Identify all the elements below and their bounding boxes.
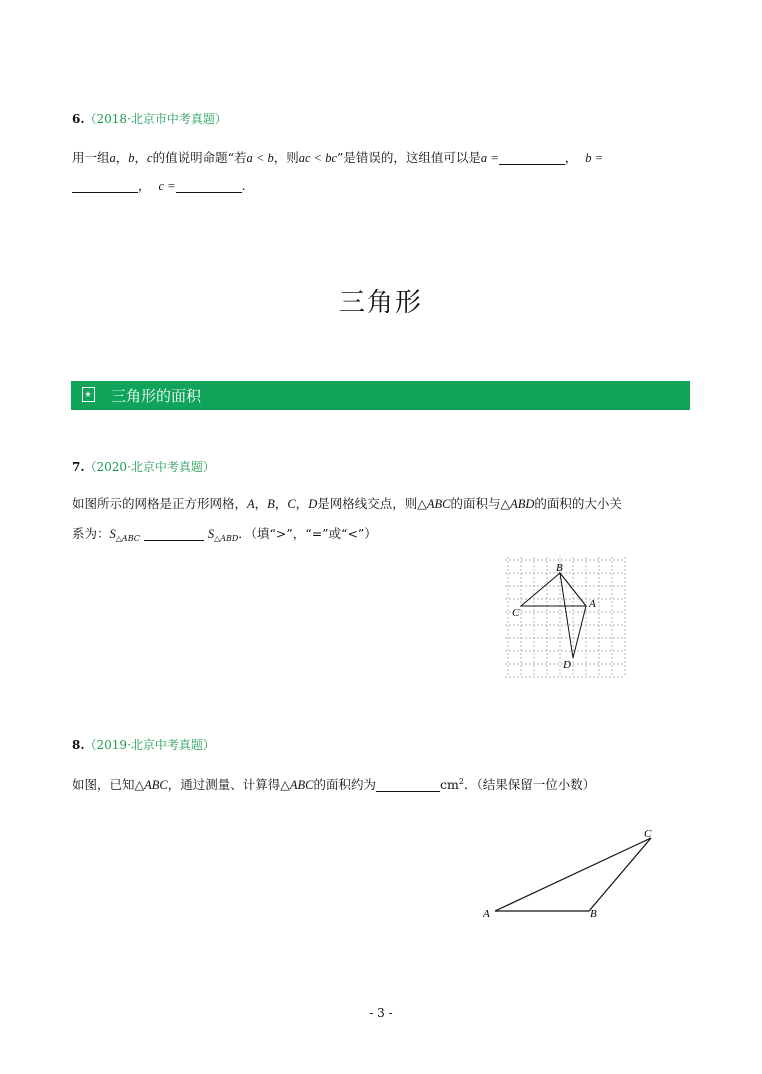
math-var: a <box>109 151 116 165</box>
punct: . <box>241 178 246 193</box>
answer-blank-a[interactable] <box>499 150 565 165</box>
q7-line-1 <box>72 494 622 514</box>
q7-text: 系为： <box>72 526 110 541</box>
label-C: C <box>644 828 652 840</box>
punct: ， <box>134 150 148 165</box>
math-expr: a = <box>480 151 499 165</box>
q7-line-2 <box>72 524 377 549</box>
q8-text: 如图，已知△ <box>72 777 145 793</box>
math-var: c <box>147 151 153 165</box>
punct: ， <box>295 496 309 511</box>
q7-grid-figure <box>500 552 630 682</box>
q6-text: 用一组 <box>72 150 110 165</box>
punct: ， <box>274 496 288 511</box>
answer-blank-compare[interactable] <box>144 526 204 541</box>
math-var: b <box>128 151 135 165</box>
q6-source: （2018·北京市中考真题） <box>84 112 227 126</box>
q7-header <box>72 458 215 475</box>
q7-text: 的面积与△ <box>450 496 511 511</box>
q7-text: 是网格线交点，则△ <box>317 496 427 511</box>
section-banner <box>71 381 690 410</box>
q8-text: ，通过测量、计算得△ <box>167 777 290 793</box>
q6-text: ”是错误的，这组值可以是 <box>337 150 481 165</box>
label-D: D <box>563 659 571 671</box>
unit-exponent: 2 <box>458 777 464 786</box>
punct: ， <box>115 150 129 165</box>
label-A: A <box>589 598 596 610</box>
page-number: - 3 - <box>369 1006 393 1020</box>
q7-text: 如图所示的网格是正方形网格， <box>72 496 248 511</box>
punct: ， <box>564 150 578 165</box>
punct: ， <box>138 178 151 193</box>
math-expr: b = <box>585 151 603 165</box>
math-subscript: △ABD <box>214 534 239 543</box>
math-var: C <box>287 497 296 511</box>
math-var: ABC <box>426 497 451 511</box>
math-var: ABC <box>144 778 168 793</box>
math-subscript: △ABC <box>115 534 140 543</box>
unit: cm <box>439 777 459 793</box>
q7-number: 7. <box>72 460 85 474</box>
answer-blank-b[interactable] <box>72 178 138 193</box>
math-expr: a < b <box>246 151 274 165</box>
q8-number: 8. <box>72 738 85 752</box>
q8-text: ．（结果保留一位小数） <box>463 777 596 793</box>
q8-header <box>72 736 215 753</box>
q6-number: 6. <box>72 112 85 126</box>
math-expr: ac < bc <box>298 151 337 165</box>
q7-text: ．（填“>”，“=”或“<”） <box>238 526 377 541</box>
answer-blank-area[interactable] <box>376 777 440 792</box>
math-var: B <box>267 497 275 511</box>
chapter-title: 三角形 <box>338 288 423 318</box>
bookmark-star-icon <box>82 387 95 402</box>
q7-text: 的面积的大小关 <box>534 496 622 511</box>
banner-title: 三角形的面积 <box>111 387 202 405</box>
triangle-abc <box>495 838 651 911</box>
math-var: D <box>308 497 318 511</box>
answer-blank-c[interactable] <box>176 178 242 193</box>
math-var: S <box>109 527 116 541</box>
label-A: A <box>483 908 490 920</box>
q8-line-1 <box>72 772 595 795</box>
math-var: ABD <box>510 497 535 511</box>
q8-source: （2019·北京中考真题） <box>84 738 215 752</box>
math-var: A <box>247 497 255 511</box>
q6-line-2 <box>72 176 246 196</box>
q8-triangle-figure <box>478 822 668 926</box>
math-expr: c = <box>158 179 176 193</box>
label-B: B <box>590 908 597 920</box>
q8-text: 的面积约为 <box>313 777 376 793</box>
q6-text: ，则 <box>273 150 299 165</box>
math-var: ABC <box>289 778 314 793</box>
label-C: C <box>512 607 520 619</box>
label-B: B <box>556 562 563 574</box>
q6-header <box>72 110 227 127</box>
punct: ， <box>254 496 268 511</box>
math-var: S <box>207 527 215 541</box>
q6-text: 的值说明命题“若 <box>152 150 247 165</box>
q7-source: （2020·北京中考真题） <box>84 460 215 474</box>
q6-line-1 <box>72 148 603 168</box>
